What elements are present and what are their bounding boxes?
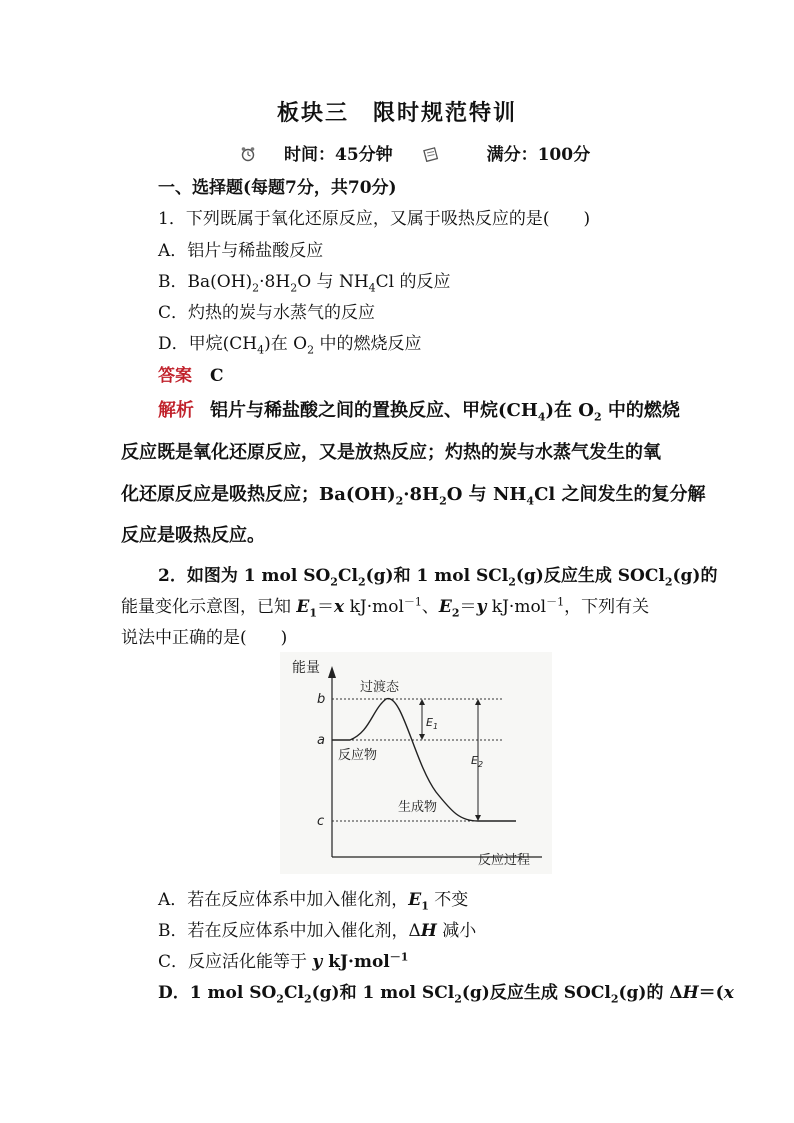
q2-stem-line-3: 说法中正确的是( ) [121,628,288,648]
q1-stem: 1．下列既属于氧化还原反应，又属于吸热反应的是( ) [158,209,591,229]
q2-stem-line-2: 能量变化示意图，已知 $E_1=x$ kJ·mol$^{-1}$、$E_2=y$ kJ·mol$^{-1}$，下列有关 [121,595,650,620]
page-title: 板块三 限时规范特训 [276,100,517,126]
alarm-clock-icon [240,146,256,162]
level-c-label: c [317,814,325,829]
q2-option-a: A．若在反应体系中加入催化剂，$E_1$ 不变 [158,890,469,913]
energy-diagram [280,652,552,874]
q1-option-c: C．灼热的炭与水蒸气的反应 [158,303,376,323]
section-heading: 一、选择题(每题7分，共70分) [158,178,397,198]
answer-value: C [210,366,224,386]
q1-option-b: B．$Ba(OH)_2\cdot 8H_2O$ 与 $NH_4Cl$ 的反应 [158,272,451,295]
full-score: 满分：100分 [486,145,591,165]
answer-label: 答案 [158,366,192,386]
transition-state-label: 过渡态 [360,680,400,695]
explanation-label: 解析 [158,400,194,421]
q2-option-c: C．反应活化能等于 y kJ·mol$^{-1}$ [158,950,409,972]
q1-explanation-line-4: 反应是吸热反应。 [121,525,265,546]
y-axis-label: 能量 [292,660,320,676]
q1-option-d: D．甲烷$(CH_4)$在 $O_2$ 中的燃烧反应 [158,334,422,357]
notebook-icon [423,146,439,162]
time-limit: 时间：45分钟 [284,145,393,165]
x-axis-label: 反应过程 [478,853,531,868]
q1-explanation-line-2: 反应既是氧化还原反应，又是放热反应；灼热的炭与水蒸气发生的氧 [121,442,661,463]
products-label: 生成物 [398,800,438,815]
q1-explanation-line-1: 解析 铝片与稀盐酸之间的置换反应、甲烷$(CH_4)$在 $O_2$ 中的燃烧 [158,400,680,424]
level-b-label: b [317,692,326,707]
level-a-label: a [317,733,325,748]
q1-answer [158,361,224,386]
reactants-label: 反应物 [338,748,378,763]
e2-label: $E_2$ [471,754,484,769]
q1-explanation-line-3: 化还原反应是吸热反应；$Ba(OH)_2\cdot 8H_2O$ 与 $NH_4Cl$ 之间发生的复分解 [121,484,706,508]
q2-option-b: B．若在反应体系中加入催化剂，ΔH 减小 [158,921,477,941]
e1-label: $E_1$ [426,716,439,731]
q1-option-a: A．铝片与稀盐酸反应 [158,241,324,261]
exam-meta [240,140,590,165]
q2-option-d: D．1 mol $SO_2Cl_2(g)$和 1 mol SCl$_2$(g)反应生成 SOCl$_2$(g)的 ΔH＝(x [158,983,734,1006]
q2-stem-line-1: 2．如图为 1 mol $SO_2Cl_2(g)$和 1 mol SCl$_2$(g)反应生成 SOCl$_2$(g)的 [158,566,718,589]
